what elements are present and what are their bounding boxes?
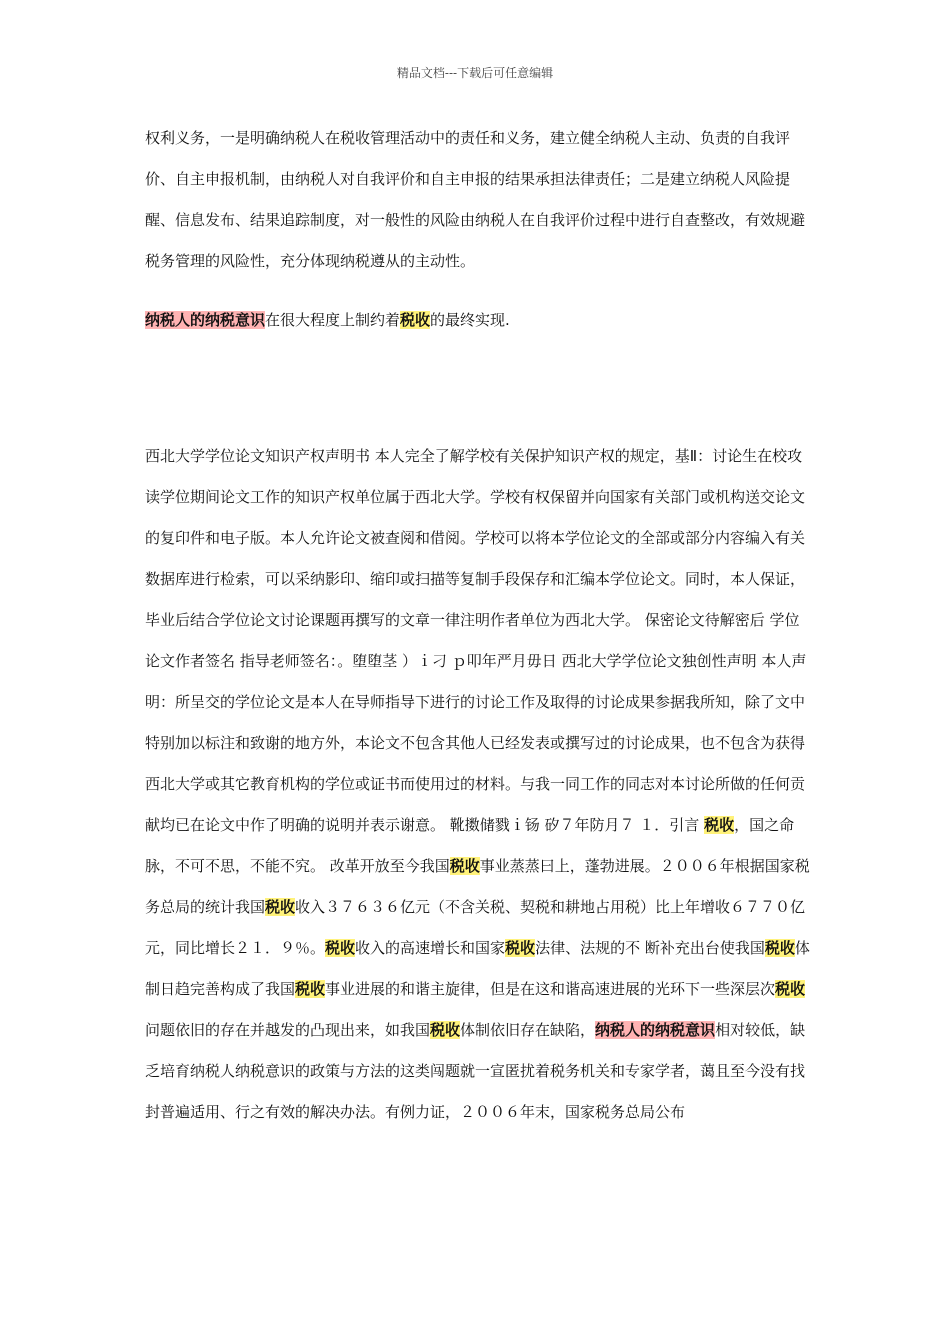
text-span: 收入３７６３６亿元（不含关税、契税和耕地占用税）比上年增收６７７０亿元，同比增长２１．９％。 [145,898,806,957]
paragraph-tax-awareness [145,300,813,341]
highlight-tax: 税收 [295,980,326,998]
text-span: 相对较低，缺乏培育纳税人纳税意识的政策与方法的这类闯题就一宣匿扰着税务机关和专家学者，蔼且至今没有找封普遍适用、行之有效的解决办法。有例力证，２００６年末，国家税务总局公布 [145,1021,806,1121]
text-span: 收入的高速增长和国家 [355,939,506,957]
highlight-tax: 税收 [430,1021,461,1039]
highlight-tax: 税收 [775,980,806,998]
text-span: 问题依旧的存在并越发的凸现出来，如我国 [145,1021,431,1039]
text-span: 体制依旧存在缺陷， [460,1021,596,1039]
highlight-tax: 税收 [400,311,431,329]
paragraph-obligations: 权利义务，一是明确纳税人在税收管理活动中的责任和义务，建立健全纳税人主动、负责的自我评价、自主申报机制，由纳税人对自我评价和自主申报的结果承担法律责任；二是建立纳税人风险提醒、信息发布、结果追踪制度，对一般性的风险由纳税人在自我评价过程中进行自查整改，有效规避税务管理的风险性，充分体现纳税遵从的主动性。 [145,129,806,270]
highlight-tax: 税收 [449,857,480,875]
page-header: 精品文档---下载后可任意编辑 [396,66,554,80]
text-span: 事业进展的和谐主旋律，但是在这和谐高速进展的光环下一些深层次 [325,980,776,998]
highlight-taxpayer-awareness: 纳税人的纳税意识 [145,311,266,329]
highlight-tax: 税收 [265,898,296,916]
text-span: 法律、法规的不 断补充出台使我国 [535,939,765,957]
paragraph-thesis-statement [145,436,813,1133]
text-span: 西北大学学位论文知识产权声明书 本人完全了解学校有关保护知识产权的规定，基Ⅱ：讨论生在校攻读学位期间论文工作的知识产权单位属于西北大学。学校有权保留并向国家有关部门或机构送交论文的复印件和电子版。本人允许论文被查阅和借阅。学校可以将本学位论文的全部或部分内容编入有关数据库进行检索，可以采纳影印、缩印或扫描等复制手段保存和汇编本学位论文。同时，本人保证，毕业后结合学位论文讨论课题再撰写的文章一律注明作者单位为西北大学。 保密论文待解密后 学位论文作者签名 指导老师签名：。堕堕茎 ）ｉ刁 ｐ叩年严月毋日 西北大学学位论文独创性声明 本人声明：所呈交的学位论文是本人在导师指导下进行的讨论工作及取得的讨论成果参据我所知，除了文中特别加以标注和致谢的地方外，本论文不包含其他人已经发表或撰写过的讨论成果，也不包含为获得西北大学或其它教育机构的学位或证书而使用过的材料。与我一同工作的同志对本讨论所做的任何贡献均已在论文中作了明确的说明并表示谢意。 靴擞储戮ｉ钖 矽７年防月７ １．引言 [145,447,807,834]
text-span: 的最终实现. [430,311,510,329]
highlight-tax: 税收 [505,939,536,957]
text-span: 事业蒸蒸曰上，蓬勃进展。２００６年根据国家税务总局的统计我国 [145,857,810,916]
text-span: 体制日趋完善构成了我国 [145,939,810,998]
text-span: 在很大程度上制约着 [265,311,401,329]
highlight-taxpayer-awareness: 纳税人的纳税意识 [595,1021,716,1039]
text-span: ，国之命脉，不可不思，不能不究。 改革开放至今我国 [145,816,795,875]
highlight-tax: 税收 [764,939,795,957]
highlight-tax: 税收 [325,939,356,957]
highlight-tax: 税收 [704,816,735,834]
